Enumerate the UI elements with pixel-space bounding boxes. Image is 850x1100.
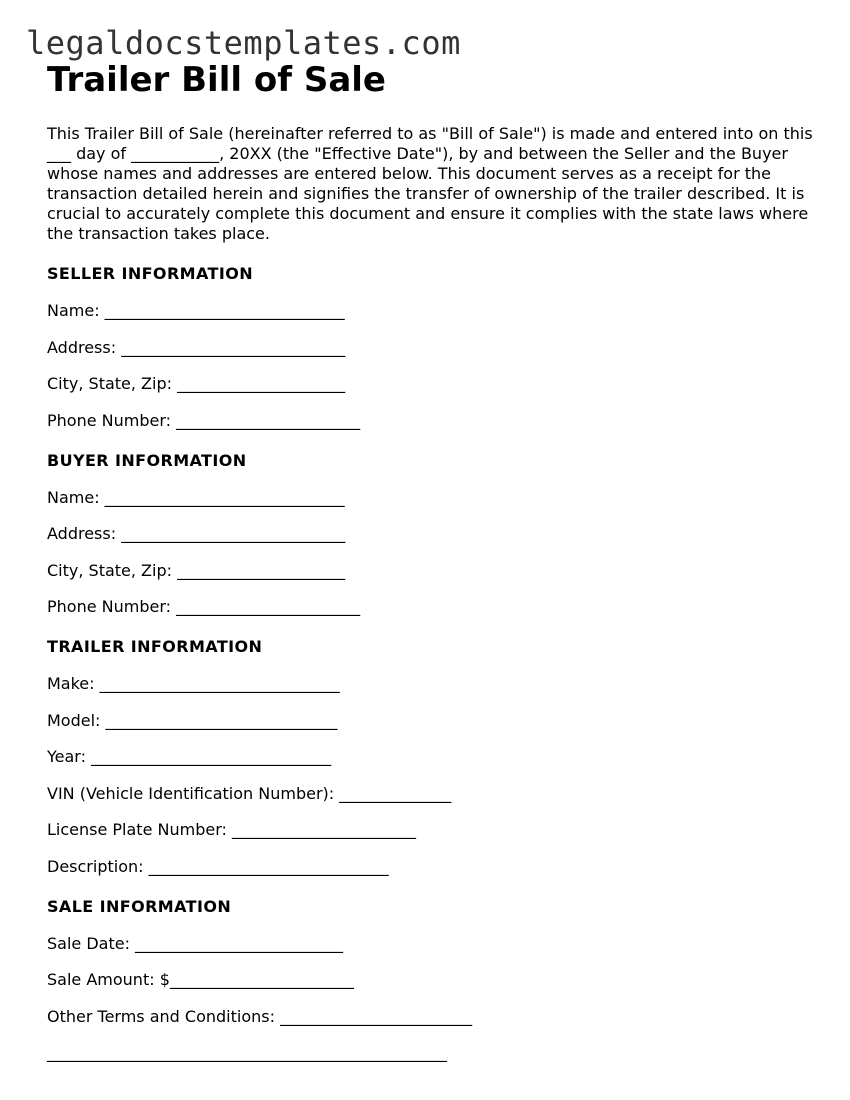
seller-address-field[interactable]: Address: ____________________________	[47, 337, 346, 357]
buyer-city-state-zip-field[interactable]: City, State, Zip: _____________________	[47, 560, 346, 580]
seller-city-state-zip-field[interactable]: City, State, Zip: _____________________	[47, 374, 346, 393]
other-terms-continuation-line[interactable]: __________________________________________________	[47, 1043, 447, 1062]
other-terms-field[interactable]: Other Terms and Conditions: ________________________	[47, 1006, 473, 1026]
buyer-address-field[interactable]: Address: ____________________________	[47, 524, 346, 543]
buyer-phone-field[interactable]: Phone Number: _______________________	[47, 597, 361, 616]
intro-paragraph: This Trailer Bill of Sale (hereinafter referred to as "Bill of Sale") is made and entered into on this ___ day of ___________, 20XX (the "Effective Date"), by and between the Seller and the Buyer whose names and addresses are entered below. This document serves as a receipt for the transaction detailed herein and signifies the transfer of ownership of the trailer described. It is crucial to accurately complete this document and ensure it complies with the state laws where the transaction takes place.	[47, 124, 813, 243]
trailer-license-plate-field[interactable]: License Plate Number: _______________________	[47, 820, 416, 839]
trailer-section-heading: TRAILER INFORMATION	[47, 637, 263, 656]
trailer-model-field[interactable]: Model: _____________________________	[47, 710, 338, 730]
trailer-year-field[interactable]: Year: ______________________________	[47, 747, 332, 766]
trailer-vin-field[interactable]: VIN (Vehicle Identification Number): ______________	[47, 783, 452, 803]
watermark: legaldocstemplates.com	[26, 24, 461, 62]
document-title: Trailer Bill of Sale	[47, 60, 386, 100]
sale-date-field[interactable]: Sale Date: __________________________	[47, 933, 344, 953]
trailer-description-field[interactable]: Description: ______________________________	[47, 856, 389, 876]
buyer-name-field[interactable]: Name: ______________________________	[47, 487, 345, 507]
seller-phone-field[interactable]: Phone Number: _______________________	[47, 410, 361, 430]
trailer-make-field[interactable]: Make: ______________________________	[47, 674, 340, 693]
sale-amount-field[interactable]: Sale Amount: $_______________________	[47, 970, 354, 989]
seller-name-field[interactable]: Name: ______________________________	[47, 301, 345, 320]
document-page	[47, 58, 817, 1063]
seller-section-heading: SELLER INFORMATION	[47, 264, 253, 283]
buyer-section-heading: BUYER INFORMATION	[47, 450, 247, 470]
sale-section-heading: SALE INFORMATION	[47, 896, 232, 916]
